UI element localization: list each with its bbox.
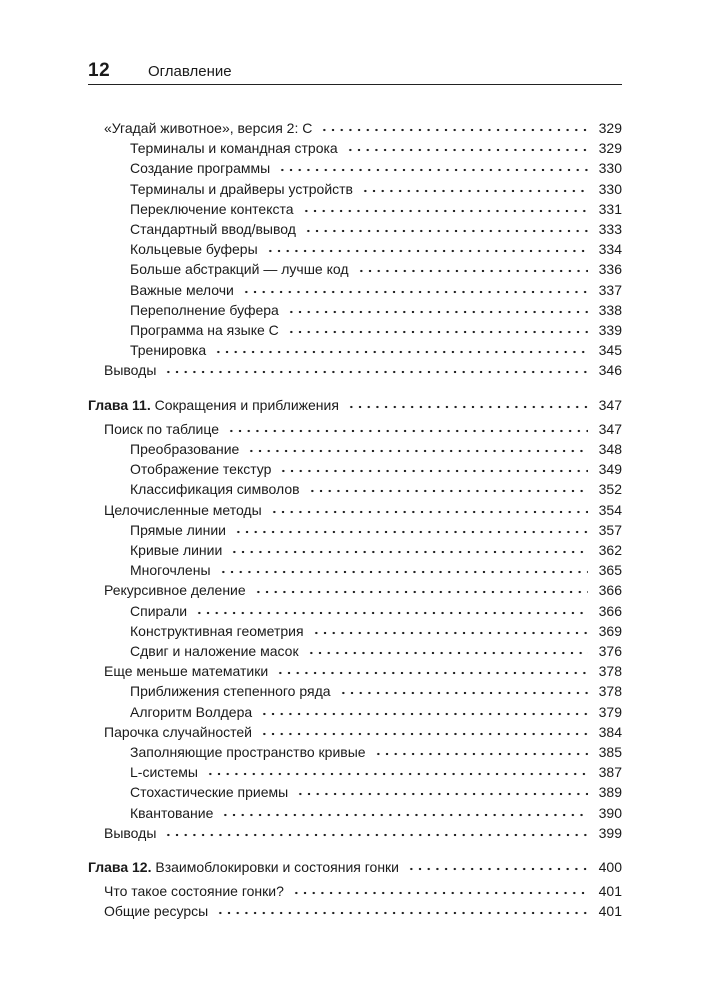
toc-page-number: 357: [598, 521, 622, 538]
toc-entry-title: Прямые линии: [130, 521, 226, 538]
dot-leader: [195, 611, 588, 615]
toc-page-number: 347: [598, 396, 622, 413]
toc-entry-title: Стандартный ввод/вывод: [130, 221, 296, 237]
toc-entry-title: [88, 396, 347, 414]
toc-entry-title: Отображение текстур: [130, 461, 272, 478]
toc-entry-title: Терминалы и командная строка: [130, 140, 338, 157]
toc-page-number: 376: [598, 643, 622, 659]
toc-entry: [130, 299, 622, 319]
toc-entry: [130, 802, 622, 822]
toc-entry-title: Заполняющие пространство кривые: [130, 744, 366, 760]
dot-leader: [296, 792, 588, 796]
toc-page-number: 366: [598, 602, 622, 619]
toc-entry: [130, 680, 622, 700]
dot-leader: [230, 550, 588, 554]
toc-page-number: 338: [598, 301, 622, 318]
toc-entry-title: Что такое состояние гонки?: [104, 883, 284, 900]
toc-page-number: 352: [598, 481, 622, 498]
toc-entry: [130, 198, 622, 218]
dot-leader: [206, 772, 588, 776]
toc-entry-title: Терминалы и драйверы устройств: [130, 180, 353, 197]
toc-entry-title: L-системы: [130, 764, 198, 781]
dot-leader: [164, 833, 588, 837]
toc-page-number: 336: [598, 261, 622, 278]
toc-entry: [104, 579, 622, 599]
toc-entry-title: Приближения степенного ряда: [130, 683, 331, 700]
toc-page-number: 345: [598, 342, 622, 359]
toc-entry: [104, 499, 622, 519]
toc-entry: [130, 218, 622, 238]
chapter-label: Глава 11.: [88, 396, 151, 413]
toc-entry: [130, 438, 622, 458]
dot-leader: [347, 405, 588, 409]
toc-page-number: 362: [598, 542, 622, 558]
toc-entry: [104, 359, 622, 379]
toc-page-number: 389: [598, 784, 622, 801]
page-number: 12: [88, 60, 111, 81]
toc-entry: [130, 137, 622, 157]
toc-page-number: 331: [598, 200, 622, 217]
dot-leader: [320, 128, 588, 132]
toc-entry: [104, 418, 622, 438]
toc-entry-title: Тренировка: [130, 342, 207, 359]
toc-entry: [130, 701, 622, 721]
toc-entry-title: Целочисленные методы: [104, 501, 262, 518]
dot-leader: [287, 310, 588, 314]
toc-entry-title: Больше абстракций — лучше код: [130, 261, 349, 278]
chapter-title: Взаимоблокировки и состояния гонки: [155, 859, 400, 875]
toc-entry-title: Выводы: [104, 824, 157, 841]
dot-leader: [221, 813, 588, 817]
toc-entry: [130, 761, 622, 781]
toc-page-number: 385: [598, 744, 622, 760]
toc-page-number: 354: [598, 501, 622, 518]
toc-entry: [130, 741, 622, 761]
toc-page-number: 401: [598, 883, 622, 900]
toc-entry: [130, 781, 622, 801]
dot-leader: [312, 631, 588, 635]
dot-leader: [216, 911, 588, 915]
dot-leader: [407, 867, 588, 871]
toc-entry-title: «Угадай животное», версия 2: C: [104, 120, 313, 136]
toc-page-number: 378: [598, 663, 622, 680]
dot-leader: [266, 249, 588, 253]
running-header: [88, 58, 622, 85]
toc-entry: [130, 238, 622, 258]
toc-entry: [130, 519, 622, 539]
toc-entry: [130, 600, 622, 620]
dot-leader: [374, 752, 588, 756]
toc-page-number: 401: [598, 903, 622, 920]
toc-entry-title: Общие ресурсы: [104, 903, 209, 920]
toc-page-number: 334: [598, 241, 622, 258]
running-title: Оглавление: [148, 63, 232, 80]
dot-leader: [270, 510, 588, 514]
dot-leader: [346, 148, 588, 152]
toc-entry-title: Парочка случайностей: [104, 723, 252, 740]
toc-entry: [130, 178, 622, 198]
toc-page-number: 365: [598, 562, 622, 579]
dot-leader: [164, 370, 588, 374]
toc-entry-title: Создание программы: [130, 160, 271, 177]
toc-entry-title: Преобразование: [130, 441, 240, 457]
toc-page-number: 346: [598, 362, 622, 379]
toc-entry: [104, 880, 622, 900]
toc-entry-title: Кривые линии: [130, 542, 223, 558]
toc-page-number: 400: [598, 859, 622, 875]
toc-entry-title: Квантование: [130, 804, 214, 821]
toc-entry: [104, 900, 622, 920]
toc-entry-title: Программа на языке C: [130, 322, 279, 338]
toc-page-number: 347: [598, 420, 622, 437]
toc-page-number: 399: [598, 824, 622, 841]
toc-entry-title: Еще меньше математики: [104, 663, 269, 680]
toc-entry-title: Переключение контекста: [130, 200, 294, 217]
toc-chapter-entry: [88, 394, 622, 414]
toc-page-number: 330: [598, 160, 622, 177]
toc-page-number: 337: [598, 281, 622, 298]
toc-page-number: 329: [598, 140, 622, 157]
toc-entry: [104, 721, 622, 741]
toc-entry: [130, 258, 622, 278]
toc-page-number: 349: [598, 461, 622, 478]
dot-leader: [260, 732, 588, 736]
toc-entry-title: Алгоритм Волдера: [130, 703, 253, 720]
toc-page-number: 330: [598, 180, 622, 197]
toc-page-number: 348: [598, 441, 622, 457]
toc-entry: [130, 478, 622, 498]
toc-entry: [130, 620, 622, 640]
toc-entry: [130, 640, 622, 660]
toc-entry-title: Сдвиг и наложение масок: [130, 643, 299, 659]
toc-page-number: 329: [598, 120, 622, 136]
toc-entry: [130, 339, 622, 359]
toc-page-number: 378: [598, 683, 622, 700]
dot-leader: [227, 429, 588, 433]
dot-leader: [339, 691, 588, 695]
dot-leader: [278, 168, 588, 172]
toc-entry: [130, 319, 622, 339]
toc-entry-title: Классификация символов: [130, 481, 300, 498]
toc-page-number: 384: [598, 723, 622, 740]
toc-page-number: 387: [598, 764, 622, 781]
dot-leader: [242, 290, 588, 294]
toc-entry: [130, 539, 622, 559]
dot-leader: [361, 189, 588, 193]
toc-entry-title: Конструктивная геометрия: [130, 622, 304, 639]
toc-entry: [130, 458, 622, 478]
dot-leader: [234, 530, 588, 534]
dot-leader: [276, 671, 588, 675]
toc-entry-title: Стохастические приемы: [130, 784, 289, 801]
dot-leader: [287, 330, 588, 334]
toc-entry-title: Многочлены: [130, 562, 211, 579]
toc-entry-title: Кольцевые буферы: [130, 241, 258, 258]
dot-leader: [214, 350, 588, 354]
dot-leader: [219, 570, 589, 574]
toc-entry: [130, 559, 622, 579]
dot-leader: [307, 651, 588, 655]
toc-entry-title: Поиск по таблице: [104, 420, 220, 437]
toc-entry: [104, 822, 622, 842]
dot-leader: [308, 489, 588, 493]
chapter-title: Сокращения и приближения: [154, 396, 339, 413]
dot-leader: [247, 449, 588, 453]
dot-leader: [292, 891, 588, 895]
dot-leader: [260, 712, 588, 716]
toc-page-number: 333: [598, 221, 622, 237]
dot-leader: [357, 269, 588, 273]
toc-page-number: 379: [598, 703, 622, 720]
toc-entry: [130, 157, 622, 177]
dot-leader: [279, 469, 588, 473]
toc-entry-title: Выводы: [104, 362, 157, 379]
toc-entry-title: [88, 858, 407, 876]
dot-leader: [302, 209, 588, 213]
toc-entry-title: Рекурсивное деление: [104, 582, 246, 599]
chapter-label: Глава 12.: [88, 859, 152, 875]
toc-page-number: 366: [598, 582, 622, 599]
toc-entry-title: Переполнение буфера: [130, 301, 279, 318]
toc-chapter-entry: [88, 856, 622, 876]
toc-page-number: 369: [598, 622, 622, 639]
toc-entry: [104, 117, 622, 137]
dot-leader: [304, 229, 588, 233]
toc-page-number: 339: [598, 322, 622, 338]
toc-entry: [130, 279, 622, 299]
toc-entry-title: Важные мелочи: [130, 281, 234, 298]
toc-page-number: 390: [598, 804, 622, 821]
dot-leader: [254, 590, 588, 594]
toc-entry: [104, 660, 622, 680]
toc-entry-title: Спирали: [130, 602, 188, 619]
